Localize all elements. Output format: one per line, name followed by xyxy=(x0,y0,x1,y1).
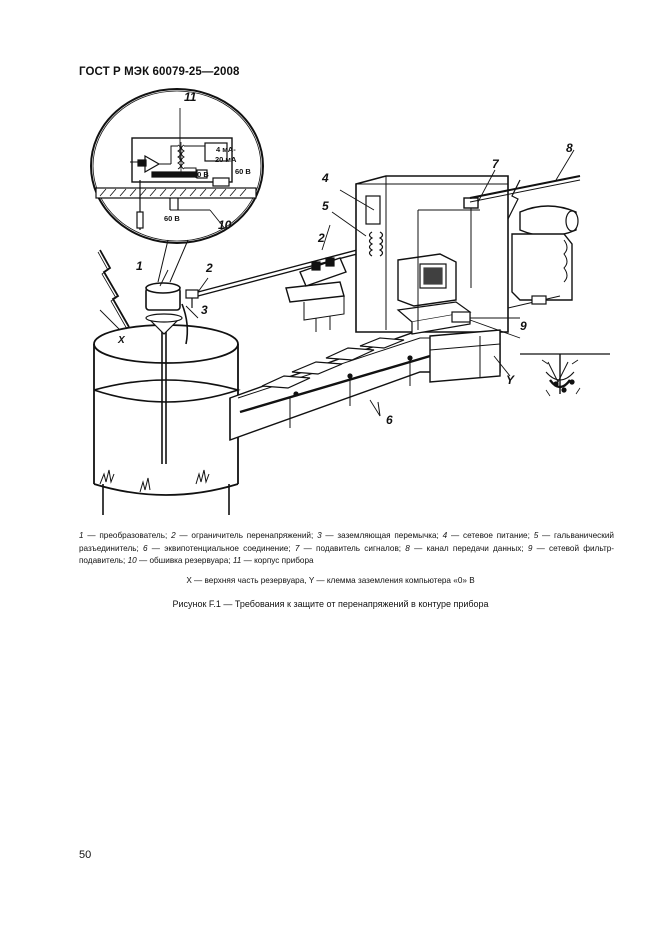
inset-current-label-2: 20 мА xyxy=(215,155,237,164)
label-5: 5 xyxy=(322,199,329,213)
legend-item: 5 — гальванический разъединитель; xyxy=(79,531,614,553)
power-unit xyxy=(508,206,610,396)
legend-item: 3 — заземляющая перемычка; xyxy=(317,531,443,540)
legend-item: 8 — канал передачи данных; xyxy=(405,543,528,553)
label-2a: 2 xyxy=(206,261,213,275)
label-9: 9 xyxy=(520,319,527,333)
label-2b: 2 xyxy=(318,231,325,245)
document-header: ГОСТ Р МЭК 60079-25—2008 xyxy=(79,66,240,78)
inset-voltage-label-3: 60 В xyxy=(164,214,180,223)
lightning-right-icon xyxy=(508,180,520,219)
lightning-left-icon xyxy=(100,250,129,327)
label-x: X xyxy=(118,335,125,346)
label-8: 8 xyxy=(566,141,573,155)
legend-item: 11 — корпус прибора xyxy=(232,556,314,565)
inset-voltage-label-2: 60 В xyxy=(193,170,209,179)
legend-item: 1 — преобразователь; xyxy=(79,531,172,540)
inset-detail xyxy=(91,89,263,243)
label-4: 4 xyxy=(322,171,329,185)
isolator-panel xyxy=(286,258,346,332)
legend-item: 6 — эквипотенциальное соединение; xyxy=(143,543,295,553)
label-7: 7 xyxy=(492,157,499,171)
legend-item: 10 — обшивка резервуара; xyxy=(127,556,233,565)
label-10: 10 xyxy=(218,218,232,232)
label-y: Y xyxy=(506,373,515,387)
page-number: 50 xyxy=(79,849,92,861)
legend-item: 2 — ограничитель перенапряжений; xyxy=(171,531,318,540)
legend-item: 4 — сетевое питание; xyxy=(442,531,534,540)
inset-voltage-label-1: 60 В xyxy=(235,167,251,176)
storage-tank xyxy=(94,283,238,515)
figure-notes: X — верхняя часть резервуара, Y — клемма заземления компьютера «0» В xyxy=(186,576,475,585)
label-3: 3 xyxy=(201,303,208,317)
legend-item: 7 — подавитель сигналов; xyxy=(294,543,406,553)
inset-current-label-1: 4 мА- xyxy=(216,145,236,154)
legend-item: 9 — сетевой фильтр-подавитель; xyxy=(79,543,614,565)
label-1: 1 xyxy=(136,259,143,273)
label-11: 11 xyxy=(184,90,197,104)
figure-caption: Рисунок F.1 — Требования к защите от перенапряжений в контуре прибора xyxy=(172,599,489,609)
label-6: 6 xyxy=(386,413,393,427)
figure-legend xyxy=(79,530,614,568)
